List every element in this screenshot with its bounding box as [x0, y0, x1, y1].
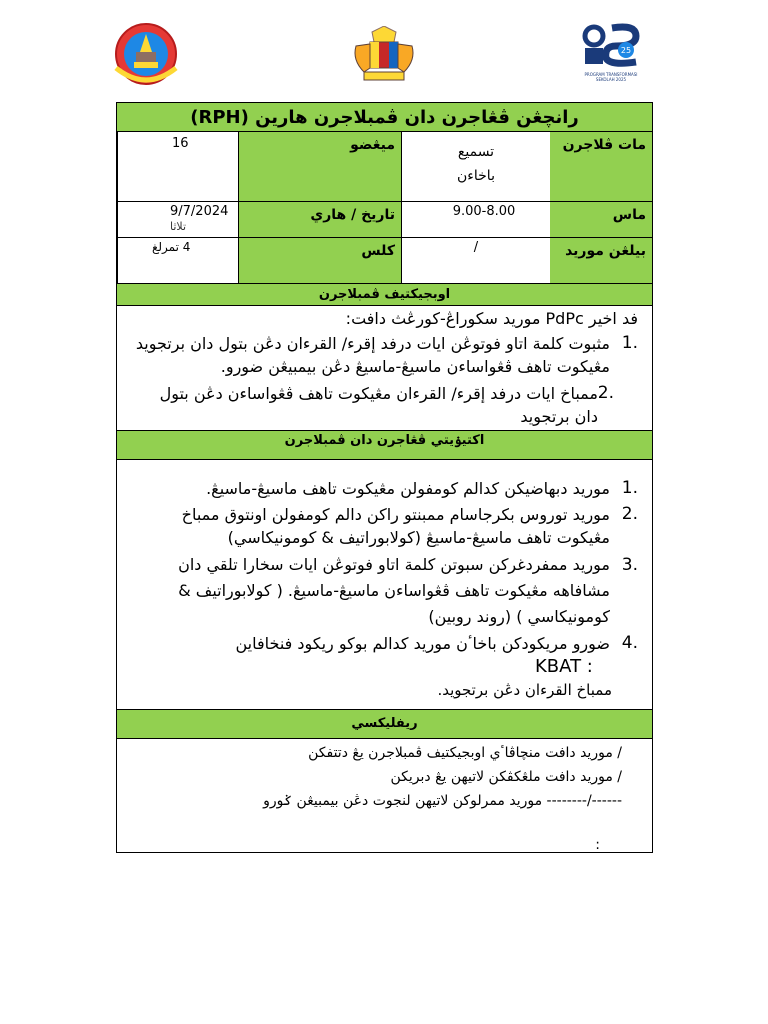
reflection-line: : — [595, 837, 600, 853]
week-label: ميڠضو — [238, 132, 401, 202]
subject-label: مات ڤلاجرن — [550, 132, 652, 202]
objective-item — [117, 332, 652, 378]
date-value: 9/7/2024 — [170, 204, 229, 219]
objective-item — [117, 382, 652, 428]
activity-item — [117, 477, 652, 500]
reflection-heading: ريفليكسي — [117, 709, 652, 739]
activity-item — [117, 503, 652, 549]
reflection-section — [117, 739, 652, 853]
week-value: 16 — [117, 132, 238, 202]
count-value: / — [401, 238, 550, 284]
form-title: رانچڠن ڤڠاجرن دان ڤمبلاجرن هارين (RPH) — [117, 103, 652, 132]
activity-text: موريد توروس بكرجاسام ممبنتو راكن دالم كومفولن اونتوق ممباخ مڠيكوت تاهف ماسيڠ-ماسيڠ (كولابوراتيف & كومونيكاسي) — [181, 505, 610, 547]
objective-text: ممباخ ايات درفد إقرء/ القرءان مڠيكوت تاهف ڤڠواساءن دڠن بتول دان برتجويد — [159, 384, 598, 426]
svg-text:25: 25 — [620, 46, 632, 55]
day-label: تاريخ / هاري — [238, 202, 401, 238]
school-crest-icon — [108, 22, 184, 86]
reflection-line: / موريد دافت منچاڤاٴي اوبجيكتيف ڤمبلاجرن يڠ دتتفكن — [308, 745, 622, 761]
rph-form — [116, 102, 653, 853]
class-value: 4 تمرلغ — [117, 238, 238, 284]
objectives-intro: فد اخير PdPc موريد سكوراڠ-كورڠث دافت: — [345, 309, 638, 328]
objectives-section — [117, 308, 652, 428]
activities-heading: اكتيۏيتي ڤڠاجرن دان ڤمبلاجرن — [117, 430, 652, 460]
malaysia-coat-of-arms-icon — [350, 26, 418, 84]
kbat-label: KBAT : — [535, 656, 593, 677]
count-label: بيلڠن موريد — [550, 238, 652, 284]
activity-number: 1. — [621, 478, 638, 498]
objective-number: 1. — [621, 333, 638, 353]
activities-section — [117, 477, 652, 709]
sk-logo-caption: PROGRAM TRANSFORMASI SEKOLAH 2025 — [584, 72, 638, 82]
objectives-heading: اوبجيكتيف ڤمبلاجرن — [117, 284, 652, 306]
date-cell — [117, 202, 238, 238]
objective-number: 2. — [597, 383, 614, 403]
activity-text: ضورو مريكودكن باخاٴن موريد كدالم بوكو ريكود فنخافاين — [235, 634, 610, 653]
reflection-line: ------/-------- موريد ممرلوكن لاتيهن لنجوت دڠن بيمبيڠن ݢورو — [263, 793, 622, 809]
activity-number: 2. — [621, 504, 638, 524]
activity-text: موريد دبهاضيكن كدالم كومفولن مڠيكوت تاهف ماسيڠ-ماسيڠ. — [206, 479, 610, 498]
sk-25-logo-icon — [580, 22, 642, 84]
reflection-line: / موريد دافت ملڠكڤكن لاتيهن يڠ دبريكن — [390, 769, 622, 785]
activity-number: 3. — [621, 555, 638, 575]
kbat-text: ممباخ القرءان دڠن برتجويد. — [437, 681, 612, 699]
objective-text: مثبوت كلمة اتاو فوتوڠن ايات درفد إقرء/ القرءان دڠن بتول دان برتجويد مڠيكوت تاهف ڤڠواساءن ماسيڠ-ماسيڠ دڠن بيمبيڠن ضورو. — [135, 334, 610, 376]
activity-text: موريد ممفردغركن سبوتن كلمة اتاو فوتوڠن ايات سخارا تلقي دان مشافاهه مڠيكوت تاهف ڤڠواساءن ماسيڠ-ماسيڠ. ( كولابوراتيف & كومونيكاسي ) (روند روبين) — [178, 555, 610, 626]
time-value: 9.00-8.00 — [401, 202, 550, 238]
subject-value: تسميع باخاءن — [401, 132, 550, 202]
activity-item — [117, 632, 652, 655]
activity-number: 4. — [621, 633, 638, 653]
time-label: ماس — [550, 202, 652, 238]
day-value: تلاثا — [170, 220, 187, 233]
activity-item — [117, 552, 652, 630]
class-label: كلس — [238, 238, 401, 284]
